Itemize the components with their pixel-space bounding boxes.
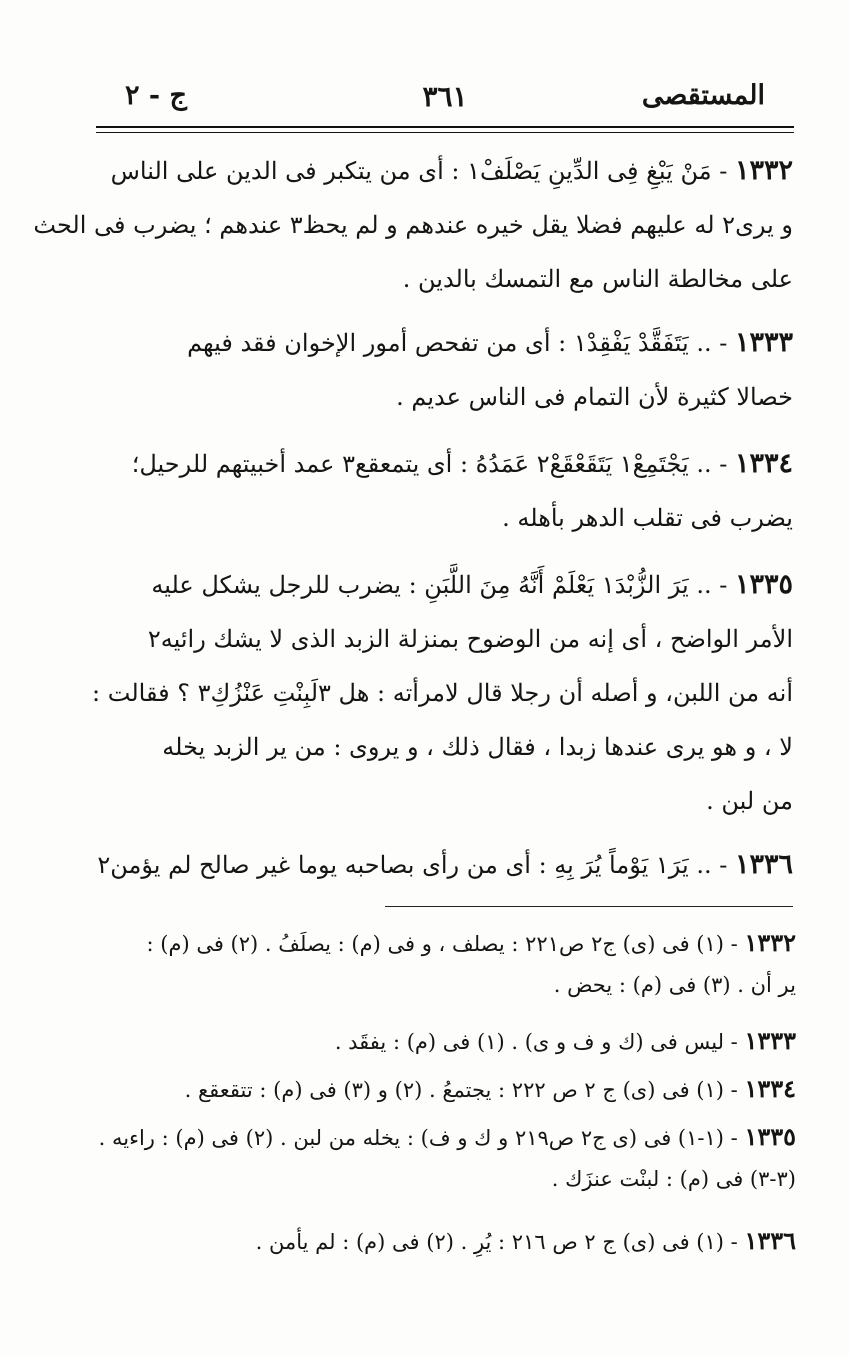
entry-number: ١٣٣٥ [734, 569, 793, 600]
footnote-line [108, 1020, 796, 1062]
footnote-line [108, 1220, 796, 1262]
entry-text: - .. يَرَ الزُّبْدَ١ يَعْلَمْ أَنَّهُ مِنَ اللَّبَنِ : يضرب للرجل يشكل عليه [151, 571, 728, 599]
entry-line: و يرى٢ له عليهم فضلا يقل خيره عندهم و لم يحظ٣ عندهم ؛ يضرب فى الحث [33, 211, 793, 239]
entry-line [105, 316, 793, 370]
footnote-line [98, 1116, 796, 1158]
proverb-entry-1336 [97, 838, 793, 892]
footnote-text: - (١) فى (ى) ج ٢ ص ٢١٦ : يُرِ . (٢) فى (م) : لم يأمن . [255, 1230, 738, 1254]
entry-text: - .. يَرَ١ يَوْماً يُرَ بِهِ : أى من رأى بصاحبه يوما غير صالح لم يؤمن٢ [97, 851, 728, 879]
volume-label: ج - ٢ [125, 80, 187, 111]
header-rule-thin [96, 132, 794, 133]
entry-line [105, 437, 793, 491]
entry-number: ١٣٣٦ [734, 849, 793, 880]
footnote-1332 [108, 922, 796, 1006]
entry-line: أنه من اللبن، و أصله أن رجلا قال لامرأته : هل ٣لَبِنْتِ عَنْزُكِ٣ ؟ فقالت : [92, 679, 793, 707]
proverb-entry-1334 [105, 437, 793, 545]
entry-line: يضرب فى تقلب الدهر بأهله . [502, 504, 793, 532]
running-header [125, 74, 765, 124]
entry-number: ١٣٣٣ [734, 327, 793, 358]
footnote-line [108, 922, 796, 964]
entry-number: ١٣٣٢ [734, 155, 793, 186]
proverb-entry-1332 [33, 144, 793, 306]
footnote-number: ١٣٣٦ [744, 1226, 796, 1255]
entry-line: خصالا كثيرة لأن التمام فى الناس عديم . [396, 383, 793, 411]
footnote-number: ١٣٣٣ [744, 1026, 796, 1055]
entry-line [97, 838, 793, 892]
entry-text: - .. يَجْتَمِعْ١ يَتَقَعْقَعْ٢ عَمَدُهُ : أى يتمعقع٣ عمد أخبيتهم للرحيل؛ [131, 450, 728, 478]
entry-line [105, 558, 793, 612]
proverb-entry-1333 [105, 316, 793, 424]
footnote-1335 [98, 1116, 796, 1200]
footnote-1333 [108, 1020, 796, 1062]
footnote-separator [385, 906, 793, 907]
entry-text: - .. يَتَفَقَّدْ يَفْقِدْ١ : أى من تفحص أمور الإخوان فقد فيهم [187, 329, 728, 357]
entry-line [105, 144, 793, 198]
page-number: ٣٦١ [422, 80, 468, 113]
footnote-number: ١٣٣٥ [744, 1122, 796, 1151]
footnote-number: ١٣٣٤ [744, 1074, 796, 1103]
entry-line: الأمر الواضح ، أى إنه من الوضوح بمنزلة الزبد الذى لا يشك رائيه٢ [147, 625, 793, 653]
footnote-text: - (١) فى (ى) ج ٢ ص ٢٢٢ : يجتمعُ . (٢) و (٣) فى (م) : تتقعقع . [184, 1078, 738, 1102]
book-title: المستقصى [641, 80, 765, 111]
footnote-text: - ليس فى (ك و ف و ى) . (١) فى (م) : يفقَد . [334, 1030, 738, 1054]
footnote-line: ير أن . (٣) فى (م) : يحض . [553, 973, 796, 997]
footnote-1334 [108, 1068, 796, 1110]
footnote-text: - (١-١) فى (ى ج٢ ص٢١٩ و ك و ف) : يخله من لبن . (٢) فى (م) : راءيه . [98, 1126, 738, 1150]
entry-line: على مخالطة الناس مع التمسك بالدين . [402, 265, 793, 293]
entry-line: من لبن . [706, 787, 793, 815]
footnote-number: ١٣٣٢ [744, 928, 796, 957]
footnote-1336 [108, 1220, 796, 1262]
footnote-line [108, 1068, 796, 1110]
header-rule-thick [96, 126, 794, 128]
footnote-line: (٣-٣) فى (م) : لبنْت عنزَك . [551, 1167, 796, 1191]
footnote-text: - (١) فى (ى) ج٢ ص٢٢١ : يصلف ، و فى (م) : يصلَفُ . (٢) فى (م) : [146, 932, 738, 956]
proverb-entry-1335 [92, 558, 793, 828]
entry-line: لا ، و هو يرى عندها زبدا ، فقال ذلك ، و يروى : من ير الزبد يخله [162, 733, 793, 761]
entry-number: ١٣٣٤ [734, 448, 793, 479]
entry-text: - مَنْ يَبْغِ فِى الدِّينِ يَصْلَفْ١ : أى من يتكبر فى الدين على الناس [110, 157, 728, 185]
